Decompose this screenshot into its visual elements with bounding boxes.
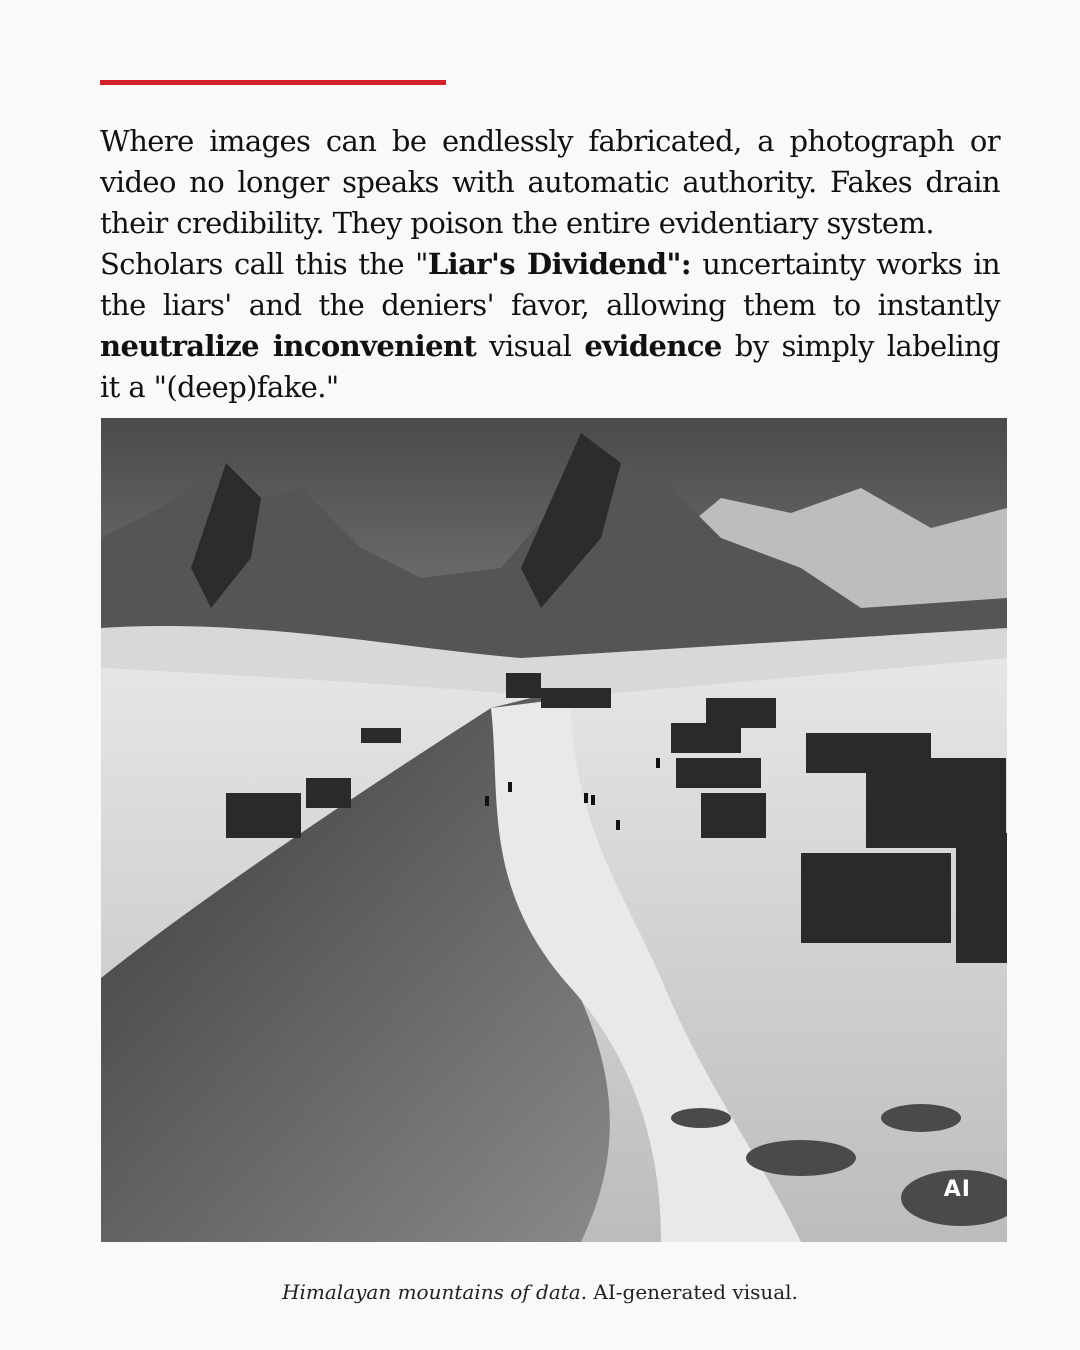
image-caption bbox=[0, 1280, 1080, 1304]
caption-italic: Himalayan mountains of data. bbox=[282, 1280, 588, 1304]
neutralize-term: neutralize inconvenient bbox=[100, 329, 477, 363]
liars-dividend-term: Liar's Dividend": bbox=[427, 247, 691, 281]
evidence-term: evidence bbox=[584, 329, 722, 363]
p2-before: Scholars call this the " bbox=[100, 247, 428, 281]
ai-generated-badge: AI bbox=[943, 1177, 971, 1202]
article-body bbox=[100, 121, 1000, 408]
p2-mid2: visual bbox=[476, 329, 585, 363]
mountain-village-photo bbox=[101, 418, 1007, 1242]
caption-plain: AI-generated visual. bbox=[587, 1280, 798, 1304]
paragraph-1: Where images can be endlessly fabricated, a photograph or video no longer speaks with automatic authority. Fakes drain their credibility. They poison the entire evidentiary system. bbox=[100, 124, 1000, 240]
p2-mid1: uncertainty works in the liars' and the deniers' favor, allowing them to instantly bbox=[100, 247, 1000, 322]
paragraph-2 bbox=[100, 244, 1000, 408]
photo-illustration bbox=[101, 418, 1007, 1242]
accent-rule bbox=[100, 80, 446, 85]
p2-end: by simply labeling it a "(deep)fake." bbox=[100, 329, 1000, 404]
